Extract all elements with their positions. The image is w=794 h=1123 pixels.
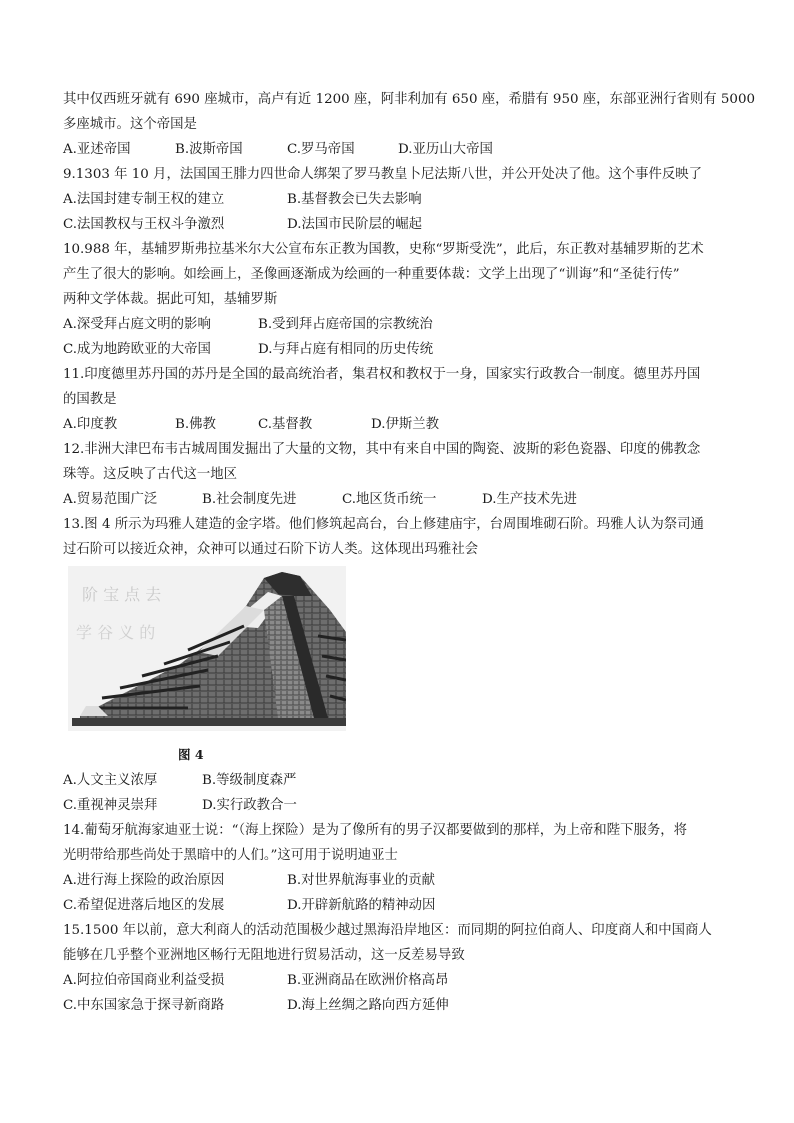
- question-9-stem: 9.1303 年 10 月，法国国王腓力四世命人绑架了罗马教皇卜尼法斯八世，并公开处决了他。这个事件反映了: [63, 167, 703, 182]
- q15-option-c: C.中东国家急于探寻新商路: [63, 998, 225, 1013]
- question-14-stem-line-1: 14.葡萄牙航海家迪亚士说：“（海上探险）是为了像所有的男子汉都要做到的那样，为上帝和陛下服务，将: [63, 823, 688, 838]
- question-12-stem-line-2: 珠等。这反映了古代这一地区: [63, 467, 238, 482]
- q10-option-a: A.深受拜占庭文明的影响: [63, 317, 211, 332]
- q15-option-a: A.阿拉伯帝国商业利益受损: [63, 973, 225, 988]
- question-13-stem-line-2: 过石阶可以接近众神，众神可以通过石阶下访人类。这体现出玛雅社会: [63, 542, 479, 557]
- q15-option-d: D.海上丝绸之路向西方延伸: [287, 998, 449, 1013]
- q12-option-c: C.地区货币统一: [342, 492, 437, 507]
- q14-option-b: B.对世界航海事业的贡献: [287, 873, 436, 888]
- q13-option-b: B.等级制度森严: [202, 773, 297, 788]
- mayan-pyramid-figure: [68, 566, 346, 731]
- figure-caption: 图 4: [178, 747, 204, 762]
- q13-option-a: A.人文主义浓厚: [63, 773, 158, 788]
- q14-option-d: D.开辟新航路的精神动因: [287, 898, 436, 913]
- question-8-text-line-2: 多座城市。这个帝国是: [63, 117, 197, 132]
- q9-option-a: A.法国封建专制王权的建立: [63, 192, 225, 207]
- q12-option-a: A.贸易范围广泛: [63, 492, 158, 507]
- q11-option-d: D.伊斯兰教: [371, 417, 440, 432]
- q13-option-d: D.实行政教合一: [202, 798, 297, 813]
- q8-option-b: B.波斯帝国: [175, 142, 243, 157]
- q8-option-d: D.亚历山大帝国: [398, 142, 493, 157]
- q14-option-a: A.进行海上探险的政治原因: [63, 873, 225, 888]
- q10-option-d: D.与拜占庭有相同的历史传统: [258, 342, 434, 357]
- q11-option-b: B.佛教: [175, 417, 216, 432]
- q12-option-b: B.社会制度先进: [202, 492, 297, 507]
- question-15-stem-line-2: 能够在几乎整个亚洲地区畅行无阻地进行贸易活动，这一反差易导致: [63, 948, 465, 963]
- q10-option-c: C.成为地跨欧亚的大帝国: [63, 342, 211, 357]
- q10-option-b: B.受到拜占庭帝国的宗教统治: [258, 317, 433, 332]
- svg-text:学 谷 义 的: 学 谷 义 的: [76, 623, 156, 642]
- q8-option-c: C.罗马帝国: [287, 142, 355, 157]
- svg-text:阶 宝 点 去: 阶 宝 点 去: [82, 585, 162, 604]
- q14-option-c: C.希望促进落后地区的发展: [63, 898, 225, 913]
- q13-option-c: C.重视神灵崇拜: [63, 798, 158, 813]
- question-10-stem-line-1: 10.988 年，基辅罗斯弗拉基米尔大公宣布东正教为国教，史称“罗斯受洗”，此后，东正教对基辅罗斯的艺术: [63, 242, 704, 257]
- q9-option-c: C.法国教权与王权斗争激烈: [63, 217, 225, 232]
- q9-option-b: B.基督教会已失去影响: [287, 192, 422, 207]
- question-14-stem-line-2: 光明带给那些尚处于黑暗中的人们。”这可用于说明迪亚士: [63, 848, 398, 863]
- question-12-stem-line-1: 12.非洲大津巴布韦古城周围发掘出了大量的文物，其中有来自中国的陶瓷、波斯的彩色瓷器、印度的佛教念: [63, 442, 701, 457]
- question-8-text-line-1: 其中仅西班牙就有 690 座城市，高卢有近 1200 座，阿非利加有 650 座，希腊有 950 座，东部亚洲行省则有 5000: [63, 92, 755, 107]
- question-13-stem-line-1: 13.图 4 所示为玛雅人建造的金字塔。他们修筑起高台，台上修建庙宇，台周围堆砌石阶。玛雅人认为祭司通: [63, 517, 704, 532]
- question-11-stem-line-1: 11.印度德里苏丹国的苏丹是全国的最高统治者，集君权和教权于一身，国家实行政教合一制度。德里苏丹国: [63, 367, 701, 382]
- pyramid-illustration: [68, 566, 346, 731]
- q11-option-c: C.基督教: [258, 417, 313, 432]
- question-15-stem-line-1: 15.1500 年以前，意大利商人的活动范围极少越过黑海沿岸地区：而同期的阿拉伯商人、印度商人和中国商人: [63, 923, 712, 938]
- q8-option-a: A.亚述帝国: [63, 142, 131, 157]
- question-11-stem-line-2: 的国教是: [63, 392, 117, 407]
- q15-option-b: B.亚洲商品在欧洲价格高昂: [287, 973, 449, 988]
- question-10-stem-line-2: 产生了很大的影响。如绘画上，圣像画逐渐成为绘画的一种重要体裁：文学上出现了“训诲”和“圣徒行传”: [63, 267, 680, 282]
- q9-option-d: D.法国市民阶层的崛起: [287, 217, 423, 232]
- question-10-stem-line-3: 两种文学体裁。据此可知，基辅罗斯: [63, 292, 278, 307]
- q11-option-a: A.印度教: [63, 417, 118, 432]
- q12-option-d: D.生产技术先进: [482, 492, 577, 507]
